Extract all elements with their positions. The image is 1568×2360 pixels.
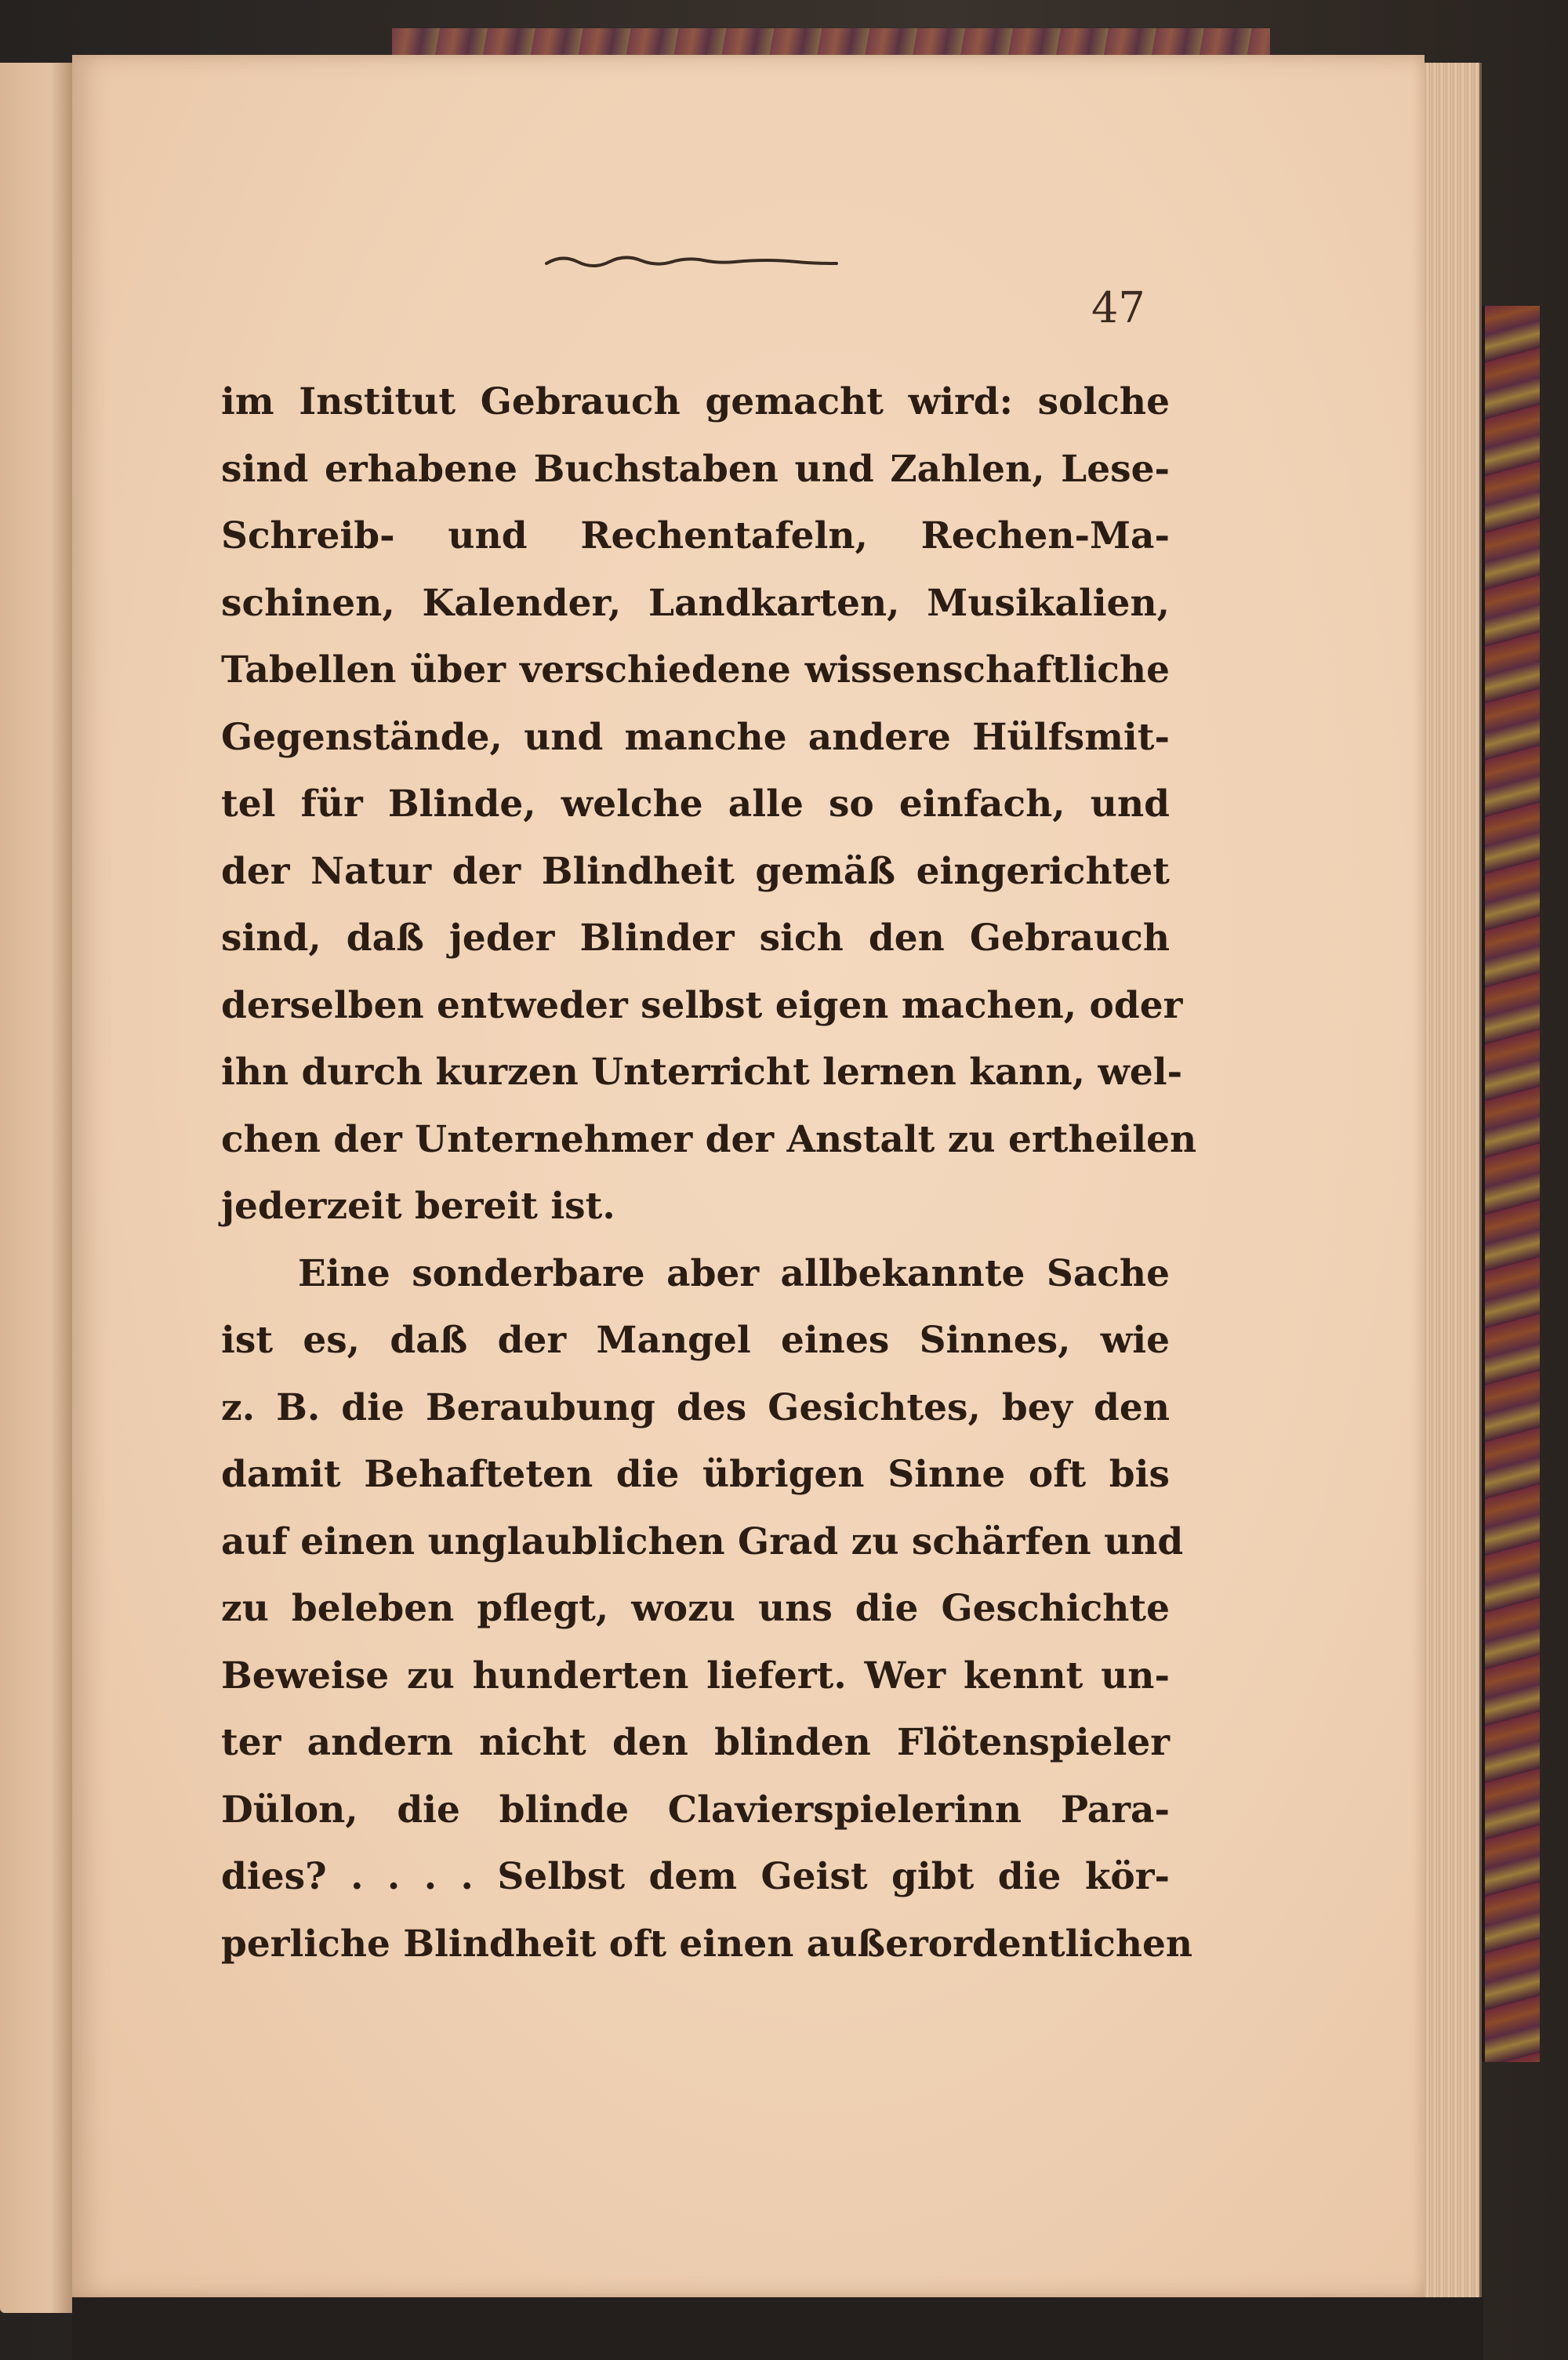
book-page: [72, 55, 1425, 2297]
text-line: sind erhabene Buchstaben und Zahlen, Lese-: [221, 447, 1170, 491]
text-line: auf einen unglaublichen Grad zu schärfen und: [221, 1519, 1184, 1563]
text-line: chen der Unternehmer der Anstalt zu ertheilen: [221, 1117, 1197, 1161]
text-line: ist es, daß der Mangel eines Sinnes, wie: [221, 1319, 1170, 1362]
text-line: ihn durch kurzen Unterricht lernen kann, wel-: [221, 1051, 1183, 1094]
decorative-rule-ornament: [543, 249, 840, 273]
text-line: Gegenstände, und manche andere Hülfsmit-: [221, 715, 1170, 759]
text-line: zu beleben pflegt, wozu uns die Geschichte: [221, 1587, 1170, 1630]
text-line: Schreib- und Rechentafeln, Rechen-Ma-: [221, 514, 1170, 557]
text-line: damit Behafteten die übrigen Sinne oft bis: [221, 1453, 1170, 1496]
text-line: Beweise zu hunderten liefert. Wer kennt un-: [221, 1654, 1170, 1697]
text-line: perliche Blindheit oft einen außerordentlichen: [221, 1922, 1193, 1966]
body-text: [221, 369, 1197, 1977]
page-stack-edge: [1423, 63, 1482, 2297]
text-line: jederzeit bereit ist.: [221, 1185, 615, 1228]
text-line: derselben entweder selbst eigen machen, oder: [221, 983, 1183, 1027]
text-line: Eine sonderbare aber allbekannte Sache: [298, 1251, 1170, 1295]
text-line: im Institut Gebrauch gemacht wird: solche: [221, 380, 1170, 423]
text-line: Dülon, die blinde Clavierspielerinn Para-: [221, 1788, 1170, 1832]
text-line: sind, daß jeder Blinder sich den Gebrauch: [221, 917, 1170, 960]
text-line: z. B. die Beraubung des Gesichtes, bey den: [221, 1385, 1170, 1429]
text-line: tel für Blinde, welche alle so einfach, und: [221, 782, 1170, 826]
text-line: ter andern nicht den blinden Flötenspieler: [221, 1721, 1170, 1764]
text-line: Tabellen über verschiedene wissenschaftliche: [221, 648, 1170, 692]
marbled-cover-edge: [1482, 306, 1540, 2062]
previous-page-edge: [0, 63, 72, 2313]
book-bottom-shadow: [72, 2297, 1483, 2360]
page-number: 47: [1091, 283, 1145, 332]
text-line: dies? . . . . Selbst dem Geist gibt die kör-: [221, 1855, 1170, 1898]
text-line: schinen, Kalender, Landkarten, Musikalien,: [221, 581, 1170, 625]
text-line: der Natur der Blindheit gemäß eingerichtet: [221, 849, 1170, 893]
